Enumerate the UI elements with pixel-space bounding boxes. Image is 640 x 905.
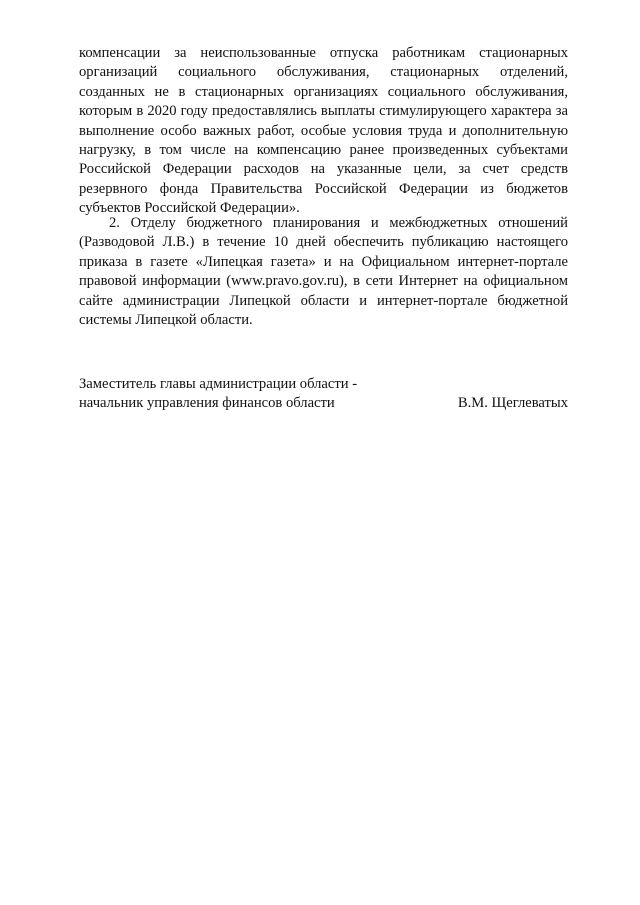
paragraph-continuation: компенсации за неиспользованные отпуска работникам стационарных организаций социального обслуживания, стационарных отделений, созданных не в стационарных организациях социального обслуживания, которым в 2020 году предоставлялись выплаты стимулирующего характера за выполнение особо важных работ, особые условия труда и дополнительную нагрузку, в том числе на компенсацию ранее произведенных субъектами Российской Федерации расходов на указанные цели, за счет средств резервного фонда Правительства Российской Федерации из бюджетов субъектов Российской Федерации». xyxy=(79,45,568,217)
signatory-name: В.М. Щеглеватых xyxy=(457,395,568,412)
paragraph-item-2: 2. Отделу бюджетного планирования и межбюджетных отношений (Разводовой Л.В.) в течение 10 дней обеспечить публикацию настоящего приказа в газете «Липецкая газета» и на Официальном интернет-портале правовой информации (www.pravo.gov.ru), в сети Интернет на официальном сайте администрации Липецкой области и интернет-портале бюджетной системы Липецкой области. xyxy=(79,215,568,329)
signatory-position-line-1: Заместитель главы администрации области - xyxy=(79,376,358,392)
signature-row xyxy=(79,394,568,413)
signature-block xyxy=(79,375,568,414)
signatory-position-line-2: начальник управления финансов области xyxy=(79,395,335,412)
